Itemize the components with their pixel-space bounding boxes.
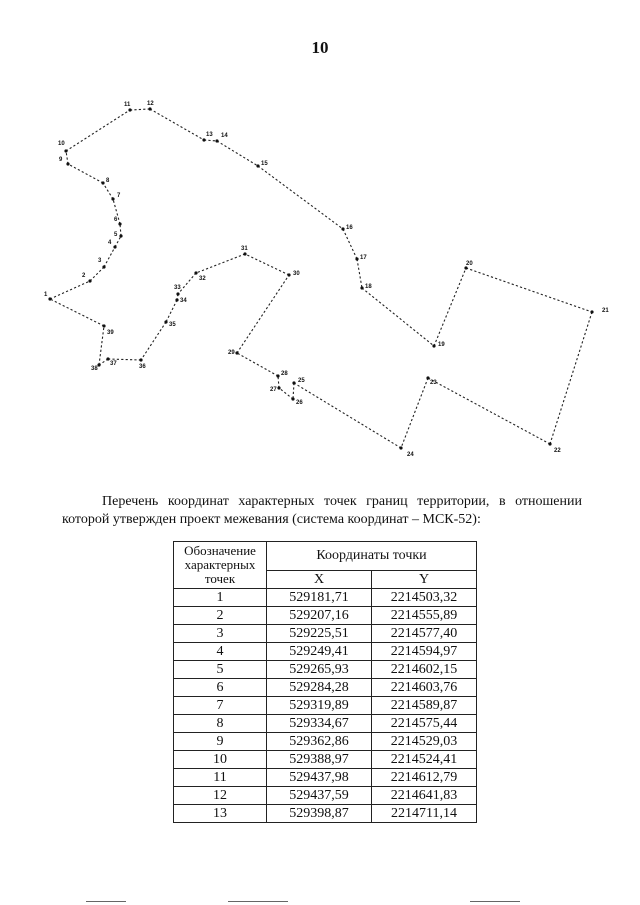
scan-edge-mark <box>86 901 126 902</box>
y-coordinate-cell: 2214612,79 <box>372 769 477 787</box>
boundary-segment <box>294 383 401 448</box>
boundary-point-label: 11 <box>124 102 131 108</box>
boundary-point-label: 7 <box>117 193 121 199</box>
x-coordinate-cell: 529398,87 <box>267 805 372 823</box>
table-row <box>174 589 477 607</box>
boundary-segment <box>130 109 150 110</box>
point-number-cell: 11 <box>174 769 267 787</box>
point-number-cell: 5 <box>174 661 267 679</box>
boundary-point-label: 27 <box>270 387 277 393</box>
table-row <box>174 625 477 643</box>
boundary-point-label: 14 <box>221 133 228 139</box>
boundary-point-marker <box>215 139 218 142</box>
boundary-segment <box>196 254 245 273</box>
boundary-point-label: 37 <box>110 361 117 367</box>
table-row <box>174 751 477 769</box>
boundary-point-label: 38 <box>91 366 98 372</box>
boundary-segment <box>204 140 217 141</box>
boundary-segment <box>108 359 141 360</box>
boundary-point-label: 19 <box>438 342 445 348</box>
boundary-point-label: 34 <box>180 298 187 304</box>
boundary-point-marker <box>64 149 67 152</box>
boundary-segment <box>66 151 68 164</box>
boundary-point-marker <box>355 257 358 260</box>
point-number-cell: 2 <box>174 607 267 625</box>
boundary-point-label: 35 <box>169 322 176 328</box>
point-number-cell: 6 <box>174 679 267 697</box>
point-number-cell: 3 <box>174 625 267 643</box>
y-coordinate-cell: 2214641,83 <box>372 787 477 805</box>
page-number: 10 <box>311 38 329 57</box>
point-number-cell: 13 <box>174 805 267 823</box>
table-row <box>174 715 477 733</box>
y-coordinate-cell: 2214524,41 <box>372 751 477 769</box>
boundary-point-marker <box>88 279 91 282</box>
boundary-segment <box>466 268 592 312</box>
boundary-segment <box>68 164 103 183</box>
boundary-point-marker <box>287 273 290 276</box>
table-row <box>174 607 477 625</box>
boundary-segment <box>237 275 289 353</box>
boundary-point-marker <box>291 397 294 400</box>
boundary-point-label: 5 <box>114 232 118 238</box>
x-coordinate-cell: 529319,89 <box>267 697 372 715</box>
boundary-segment <box>279 388 293 399</box>
boundary-point-label: 21 <box>602 308 609 314</box>
x-coordinate-cell: 529437,59 <box>267 787 372 805</box>
boundary-segment <box>278 376 279 388</box>
point-number-cell: 4 <box>174 643 267 661</box>
x-coordinate-cell: 529265,93 <box>267 661 372 679</box>
scan-edge-mark <box>228 901 288 902</box>
boundary-point-label: 23 <box>430 380 437 386</box>
boundary-point-label: 33 <box>174 285 181 291</box>
boundary-point-marker <box>590 310 593 313</box>
boundary-point-label: 26 <box>296 400 303 406</box>
boundary-segment <box>150 109 204 140</box>
boundary-segment <box>401 378 428 448</box>
boundary-segment <box>99 326 104 365</box>
boundary-point-marker <box>113 245 116 248</box>
boundary-point-marker <box>341 227 344 230</box>
boundary-point-marker <box>235 351 238 354</box>
boundary-point-label: 13 <box>206 132 213 138</box>
boundary-point-label: 6 <box>114 217 118 223</box>
boundary-point-marker <box>102 324 105 327</box>
boundary-segment <box>550 312 592 444</box>
boundary-point-label: 18 <box>365 284 372 290</box>
boundary-point-marker <box>360 286 363 289</box>
boundary-point-marker <box>277 386 280 389</box>
boundary-point-marker <box>119 234 122 237</box>
boundary-point-marker <box>202 138 205 141</box>
boundary-point-marker <box>243 252 246 255</box>
x-coordinate-cell: 529249,41 <box>267 643 372 661</box>
header-point-coordinates: Координаты точки <box>267 542 477 571</box>
boundary-points <box>44 101 609 458</box>
x-coordinate-cell: 529362,86 <box>267 733 372 751</box>
boundary-segment <box>362 288 434 346</box>
y-coordinate-cell: 2214575,44 <box>372 715 477 733</box>
boundary-point-marker <box>97 363 100 366</box>
point-number-cell: 12 <box>174 787 267 805</box>
boundary-point-label: 17 <box>360 255 367 261</box>
boundary-segment <box>104 247 115 267</box>
boundary-point-marker <box>548 442 551 445</box>
coordinates-caption: Перечень координат характерных точек границ территории, в отношении которой утвержден проект межевания (система координат – МСК-52): <box>62 494 582 527</box>
y-coordinate-cell: 2214577,40 <box>372 625 477 643</box>
boundary-point-marker <box>102 265 105 268</box>
boundary-point-marker <box>101 181 104 184</box>
boundary-point-marker <box>276 374 279 377</box>
point-number-cell: 7 <box>174 697 267 715</box>
y-coordinate-cell: 2214555,89 <box>372 607 477 625</box>
boundary-point-marker <box>111 197 114 200</box>
boundary-point-label: 30 <box>293 271 300 277</box>
boundary-point-label: 1 <box>44 292 48 298</box>
y-coordinate-cell: 2214529,03 <box>372 733 477 751</box>
boundary-point-marker <box>118 222 121 225</box>
boundary-point-marker <box>164 320 167 323</box>
y-coordinate-cell: 2214711,14 <box>372 805 477 823</box>
boundary-point-marker <box>66 162 69 165</box>
x-coordinate-cell: 529334,67 <box>267 715 372 733</box>
point-number-cell: 10 <box>174 751 267 769</box>
boundary-segment <box>434 268 466 346</box>
boundary-segment <box>90 267 104 281</box>
boundary-point-marker <box>399 446 402 449</box>
boundary-segment <box>50 281 90 299</box>
boundary-segment <box>66 110 130 151</box>
x-coordinate-cell: 529225,51 <box>267 625 372 643</box>
y-coordinate-cell: 2214603,76 <box>372 679 477 697</box>
boundary-point-label: 15 <box>261 161 268 167</box>
boundary-segment <box>357 259 362 288</box>
table-row <box>174 661 477 679</box>
boundary-segment <box>293 383 294 399</box>
coordinates-table <box>173 541 477 823</box>
boundary-point-marker <box>432 344 435 347</box>
point-number-cell: 9 <box>174 733 267 751</box>
table-row <box>174 679 477 697</box>
boundary-point-marker <box>139 358 142 361</box>
boundary-point-marker <box>175 298 178 301</box>
x-coordinate-cell: 529388,97 <box>267 751 372 769</box>
boundary-point-label: 8 <box>106 178 110 184</box>
point-number-cell: 1 <box>174 589 267 607</box>
boundary-segment <box>120 224 121 236</box>
boundary-segment <box>99 359 108 365</box>
boundary-point-marker <box>256 164 259 167</box>
boundary-point-label: 22 <box>554 448 561 454</box>
boundary-point-marker <box>148 107 151 110</box>
boundary-segment <box>343 229 357 259</box>
table-row <box>174 697 477 715</box>
boundary-point-label: 28 <box>281 371 288 377</box>
boundary-segment <box>50 299 104 326</box>
boundary-point-label: 20 <box>466 261 473 267</box>
table-row <box>174 787 477 805</box>
scan-edge-mark <box>470 901 520 902</box>
y-coordinate-cell: 2214602,15 <box>372 661 477 679</box>
boundary-point-label: 32 <box>199 276 206 282</box>
boundary-point-label: 29 <box>228 350 235 356</box>
coordinates-table-body <box>174 589 477 823</box>
table-row <box>174 805 477 823</box>
boundary-point-label: 31 <box>241 246 248 252</box>
boundary-segment <box>178 273 196 294</box>
boundary-point-label: 3 <box>98 258 102 264</box>
boundary-segment <box>103 183 113 199</box>
boundary-point-marker <box>194 271 197 274</box>
header-x: X <box>267 571 372 589</box>
boundary-segment <box>237 353 278 376</box>
boundary-point-label: 36 <box>139 364 146 370</box>
x-coordinate-cell: 529437,98 <box>267 769 372 787</box>
boundary-point-label: 39 <box>107 330 114 336</box>
boundary-point-label: 2 <box>82 273 86 279</box>
boundary-point-label: 10 <box>58 141 65 147</box>
table-row <box>174 733 477 751</box>
boundary-segment <box>428 378 550 444</box>
point-number-cell: 8 <box>174 715 267 733</box>
header-y: Y <box>372 571 477 589</box>
table-row <box>174 769 477 787</box>
boundary-segment <box>141 322 166 360</box>
boundary-point-label: 24 <box>407 452 414 458</box>
boundary-segment <box>217 141 258 166</box>
boundary-segment <box>258 166 343 229</box>
boundary-segment <box>245 254 289 275</box>
x-coordinate-cell: 529207,16 <box>267 607 372 625</box>
table-row <box>174 643 477 661</box>
boundary-point-marker <box>176 292 179 295</box>
y-coordinate-cell: 2214589,87 <box>372 697 477 715</box>
boundary-lines <box>50 109 592 448</box>
boundary-point-marker <box>292 381 295 384</box>
x-coordinate-cell: 529284,28 <box>267 679 372 697</box>
boundary-segment <box>166 300 177 322</box>
boundary-point-marker <box>128 108 131 111</box>
y-coordinate-cell: 2214594,97 <box>372 643 477 661</box>
x-coordinate-cell: 529181,71 <box>267 589 372 607</box>
header-point-designation: Обозначение характерных точек <box>174 542 267 589</box>
boundary-point-label: 9 <box>59 157 63 163</box>
boundary-point-marker <box>48 297 51 300</box>
y-coordinate-cell: 2214503,32 <box>372 589 477 607</box>
boundary-point-label: 4 <box>108 240 112 246</box>
boundary-point-label: 16 <box>346 225 353 231</box>
boundary-point-label: 12 <box>147 101 154 107</box>
boundary-point-label: 25 <box>298 378 305 384</box>
